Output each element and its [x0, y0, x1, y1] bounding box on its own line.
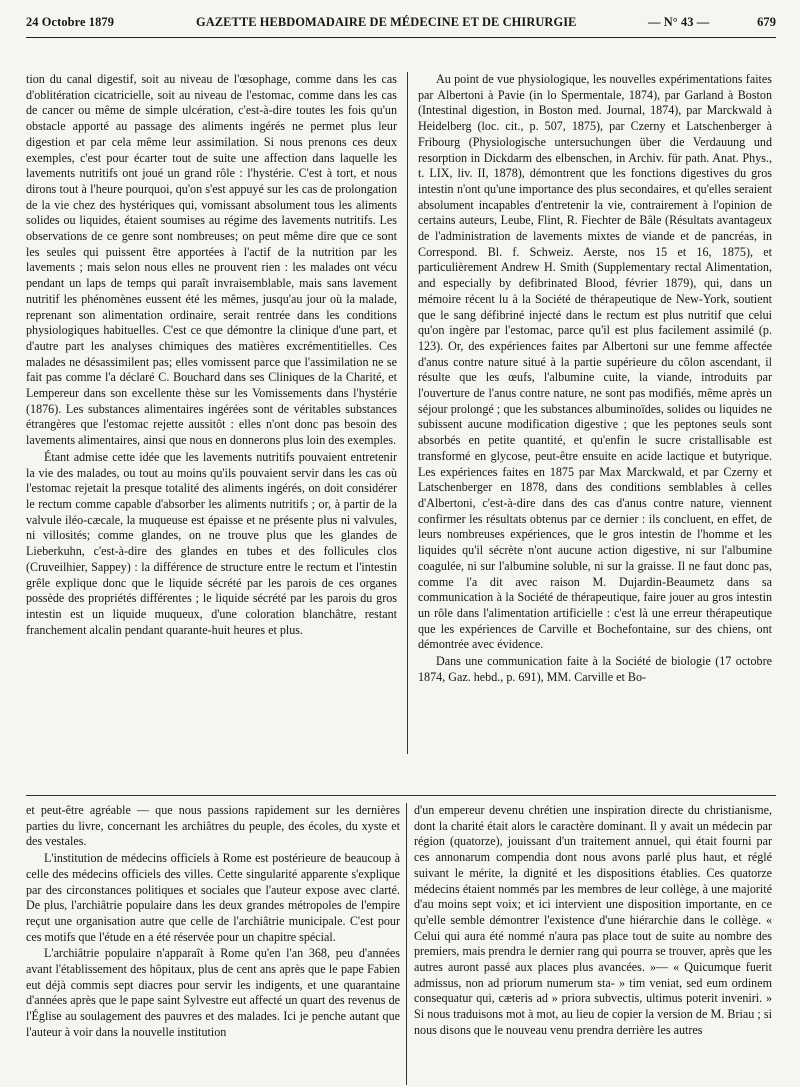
paragraph: Dans une communication faite à la Société de biologie (17 octobre 1874, Gaz. hebd., p. 691), MM. Carville et Bo- — [418, 654, 772, 684]
column-divider — [407, 72, 408, 754]
paragraph: d'un empereur devenu chrétien une inspiration directe du christianisme, dont la charité était alors le caractère dominant. Il y avait un médecin par région (quatorze), jouissant d'un traitement annuel, qui était fourni par ces annonarum compendia dont nous avons parlé plus haut, et réglé suivant le mérite, la dignité et les dispositions établies. Ces quatorze médecins étaient nommés par les membres de leur collège, à une majorité d'au moins sept voix; et ici intervient une disposition importante, en ce qu'elle semble démontrer l'existence d'une hiérarchie dans le collège. « Celui qui aura été nommé n'aura pas place tout de suite au nombre des premiers, mais prendra le dernier rang qui pourra se trouver, après que les autres auront passé aux places plus avancées. »— « Quicumque fuerit admissus, non ad priorum numerum sta- » tim veniat, sed eum ordinem consequatur qui, cæteris ad » priora subvectis, ultimus poterit inveniri. » Si nous traduisons mot à mot, au lieu de copier la version de M. Briau ; si nous disons que le nouveau venu prendra derrière les autres — [414, 803, 772, 1037]
feuilleton-column-right — [414, 803, 772, 1085]
page-number: 679 — [757, 15, 776, 29]
issue-number: — N° 43 — — [648, 15, 710, 29]
paragraph: Étant admise cette idée que les lavements nutritifs pouvaient entretenir la vie des malades, ou tout au moins qu'ils pouvaient servir dans les cas où l'estomac rejetait la presque totalité des aliments ingérés, on doit considérer le rectum comme capable d'absorber les aliments nutritifs ; or, à partir de la valvule iléo-cæcale, la muqueuse est épaisse et ne présente plus ni valvules, ni villosités; comme glandes, on ne trouve plus que les glandes de Lieberkuhn, c'est-à-dire des glandes en tubes et des follicules clos (Cruveilhier, Sappey) : la différence de structure entre le rectum et l'intestin grêle explique donc que le liquide sécrété par les parois de ces organes possède des propriétés différentes ; le liquide sécrété par les parois du gros intestin est un liquide muqueux, d'une coloration blanchâtre, restant franchement alcalin pendant quarante-huit heures et plus. — [26, 449, 397, 637]
paragraph: et peut-être agréable — que nous passions rapidement sur les dernières parties du livre, concernant les archiâtres du peuple, des écoles, du xyste et des vestales. — [26, 803, 400, 849]
article-column-right — [418, 72, 772, 754]
section-divider — [26, 795, 776, 796]
issue-date: 24 Octobre 1879 — [26, 15, 114, 29]
journal-title: GAZETTE HEBDOMADAIRE DE MÉDECINE ET DE CHIRURGIE — [196, 15, 577, 29]
paragraph: L'institution de médecins officiels à Rome est postérieure de beaucoup à celle des médecins officiels des villes. Cette singularité apparente s'explique par des circonstances politiques et sociales que l'auteur expose avec clarté. De plus, l'archiâtrie populaire dans les deux grandes métropoles de l'empire reçut une organisation autre que celle de l'archiâtrie municipale. C'est pour ces motifs que l'étude en a été réservée pour un chapitre spécial. — [26, 851, 400, 944]
header-rule — [26, 37, 776, 38]
feuilleton-column-left — [26, 803, 400, 1085]
paragraph: L'archiâtrie populaire n'apparaît à Rome qu'en l'an 368, peu d'années avant l'établissement des hôpitaux, plus de cent ans après que le pape Fabien eut déjà commis sept diacres pour servir les indigents, et une quarantaine d'années après que le pape saint Sylvestre eut affecté un quart des revenus de l'Église au soulagement des pauvres et des malades. Ici je penche autant que l'auteur à voir dans la nouvelle institution — [26, 946, 400, 1039]
column-divider — [406, 803, 407, 1085]
article-column-left — [26, 72, 397, 754]
paragraph: Au point de vue physiologique, les nouvelles expérimentations faites par Albertoni à Pavie (in lo Spermentale, 1874), par Garland à Boston (Intestinal digestion, in Boston med. Journal, 1874), par Marckwald à Heidelberg (loc. cit., p. 507, 1875), par Czerny et Latschenberger à Fribourg (Physiologische untersuchungen über die Verdauung und resorption in Dickdarm des elbenschen, in Archiv. für path. Anat. Phys., t. LIX, liv. II, 1878), démontrent que les fonctions digestives du gros intestin n'ont qu'une importance des plus secondaires, et qu'elles seraient absolument incapables d'entretenir la vie, contrairement à l'opinion de certains auteurs, Leube, Flint, R. Fiechter de Bâle (Résultats avantageux de l'administration de lavements mixtes de viande et de pancréas, in Correspond. Bl. f. Schweiz. Aerste, nos 15 et 16, 1875), et particulièrement Andrew H. Smith (Supplementary rectal Alimentation, and especially by defibrinated Blood, février 1879), qui, dans un mémoire récent lu à la Société de thérapeutique de New-York, soutient que le sang défibriné injecté dans le rectum est plus nutritif que celui qu'on ingère par l'estomac, parce qu'il est plus facilement assimilé (p. 123). Or, des expériences faites par Albertoni sur une femme affectée d'anus contre nature situé à la partie supérieure du côlon ascendant, il résulte que les œufs, l'albumine cuite, la viande, introduits par l'ouverture de l'anus contre nature, ne sont pas modifiés, même après un séjour prolongé ; que les substances albuminoïdes, solides ou liquides ne subissent aucune modification digestive ; que les peptones seuls sont absorbés en petite quantité, et qu'enfin le sucre cristallisable est transformé en glycose, peut-être ensuite en acide lactique et butyrique. Les expériences faites en 1875 par Max Marckwald, et par Czerny et Latschenberger en 1878, dans des conditions semblables à celles d'Albertoni, c'est-à-dire dans des cas d'anus contre nature, viennent confirmer les résultats obtenus par ce dernier : ils concluent, en effet, de leurs nombreuses expériences, que le gros intestin de l'homme et les liquides qu'il sécrète n'ont aucune action digestive, ni sur l'albumine coagulée, ni sur l'albumine soluble, ni sur la graisse. Il ne faut donc pas, comme l'a dit avec raison M. Dujardin-Beaumetz dans sa communication à la Société de thérapeutique, faire jouer au gros intestin un rôle dans l'alimentation artificielle : c'est là une erreur thérapeutique que les expériences de Carville et Bochefontaine, sur des chiens, ont démontrée avec évidence. — [418, 72, 772, 652]
paragraph: tion du canal digestif, soit au niveau de l'œsophage, comme dans les cas d'oblitération cicatricielle, soit au niveau de l'estomac, comme dans les cas de cancer ou même de simple ulcération, c'est-à-dire toutes les fois qu'un obstacle apporté au passage des aliments ingérés ne permet plus leur digestion et par cela même leur assimilation. Si nous prenons ces deux exemples, c'est pour écarter tout de suite une affection dans laquelle les lavements nutritifs ont joué un grand rôle : l'hystérie. C'est à tort, et nous dirons tout à l'heure pourquoi, qu'on s'est appuyé sur les cas de prolongation de la vie chez des hystériques qui, vomissant absolument tous les aliments solides ou liquides, étaient soumises au régime des lavements nutritifs. Les observations de ce genre sont nombreuses; on peut même dire que ce sont les seules qui puissent être apportées à l'actif de la nutrition par les lavements ; mais selon nous elles ne prouvent rien : les malades ont vécu pendant un laps de temps qui paraît invraisemblable, mais sans lavement nutritif les phénomènes eussent été les mêmes, jusqu'au jour où la malade, reprenant son alimentation ordinaire, serait rentrée dans les conditions physiologiques habituelles. C'est ce que démontre la clinique d'une part, et d'autre part les analyses chimiques des matières excrémentitielles. Ces malades ne désassimilent pas; elles vomissent parce que l'assimilation ne se fait pas comme l'a déclaré C. Bouchard dans ses Cliniques de la Charité, et Lempereur dans son excellente thèse sur les Vomissements dans l'hystérie (1876). Les substances alimentaires ingérées sont de véritables substances étrangères que l'estomac rejette aussitôt : elles n'ont donc pas besoin des lavements alimentaires, ainsi que nous en donnerons plus loin des exemples. — [26, 72, 397, 448]
